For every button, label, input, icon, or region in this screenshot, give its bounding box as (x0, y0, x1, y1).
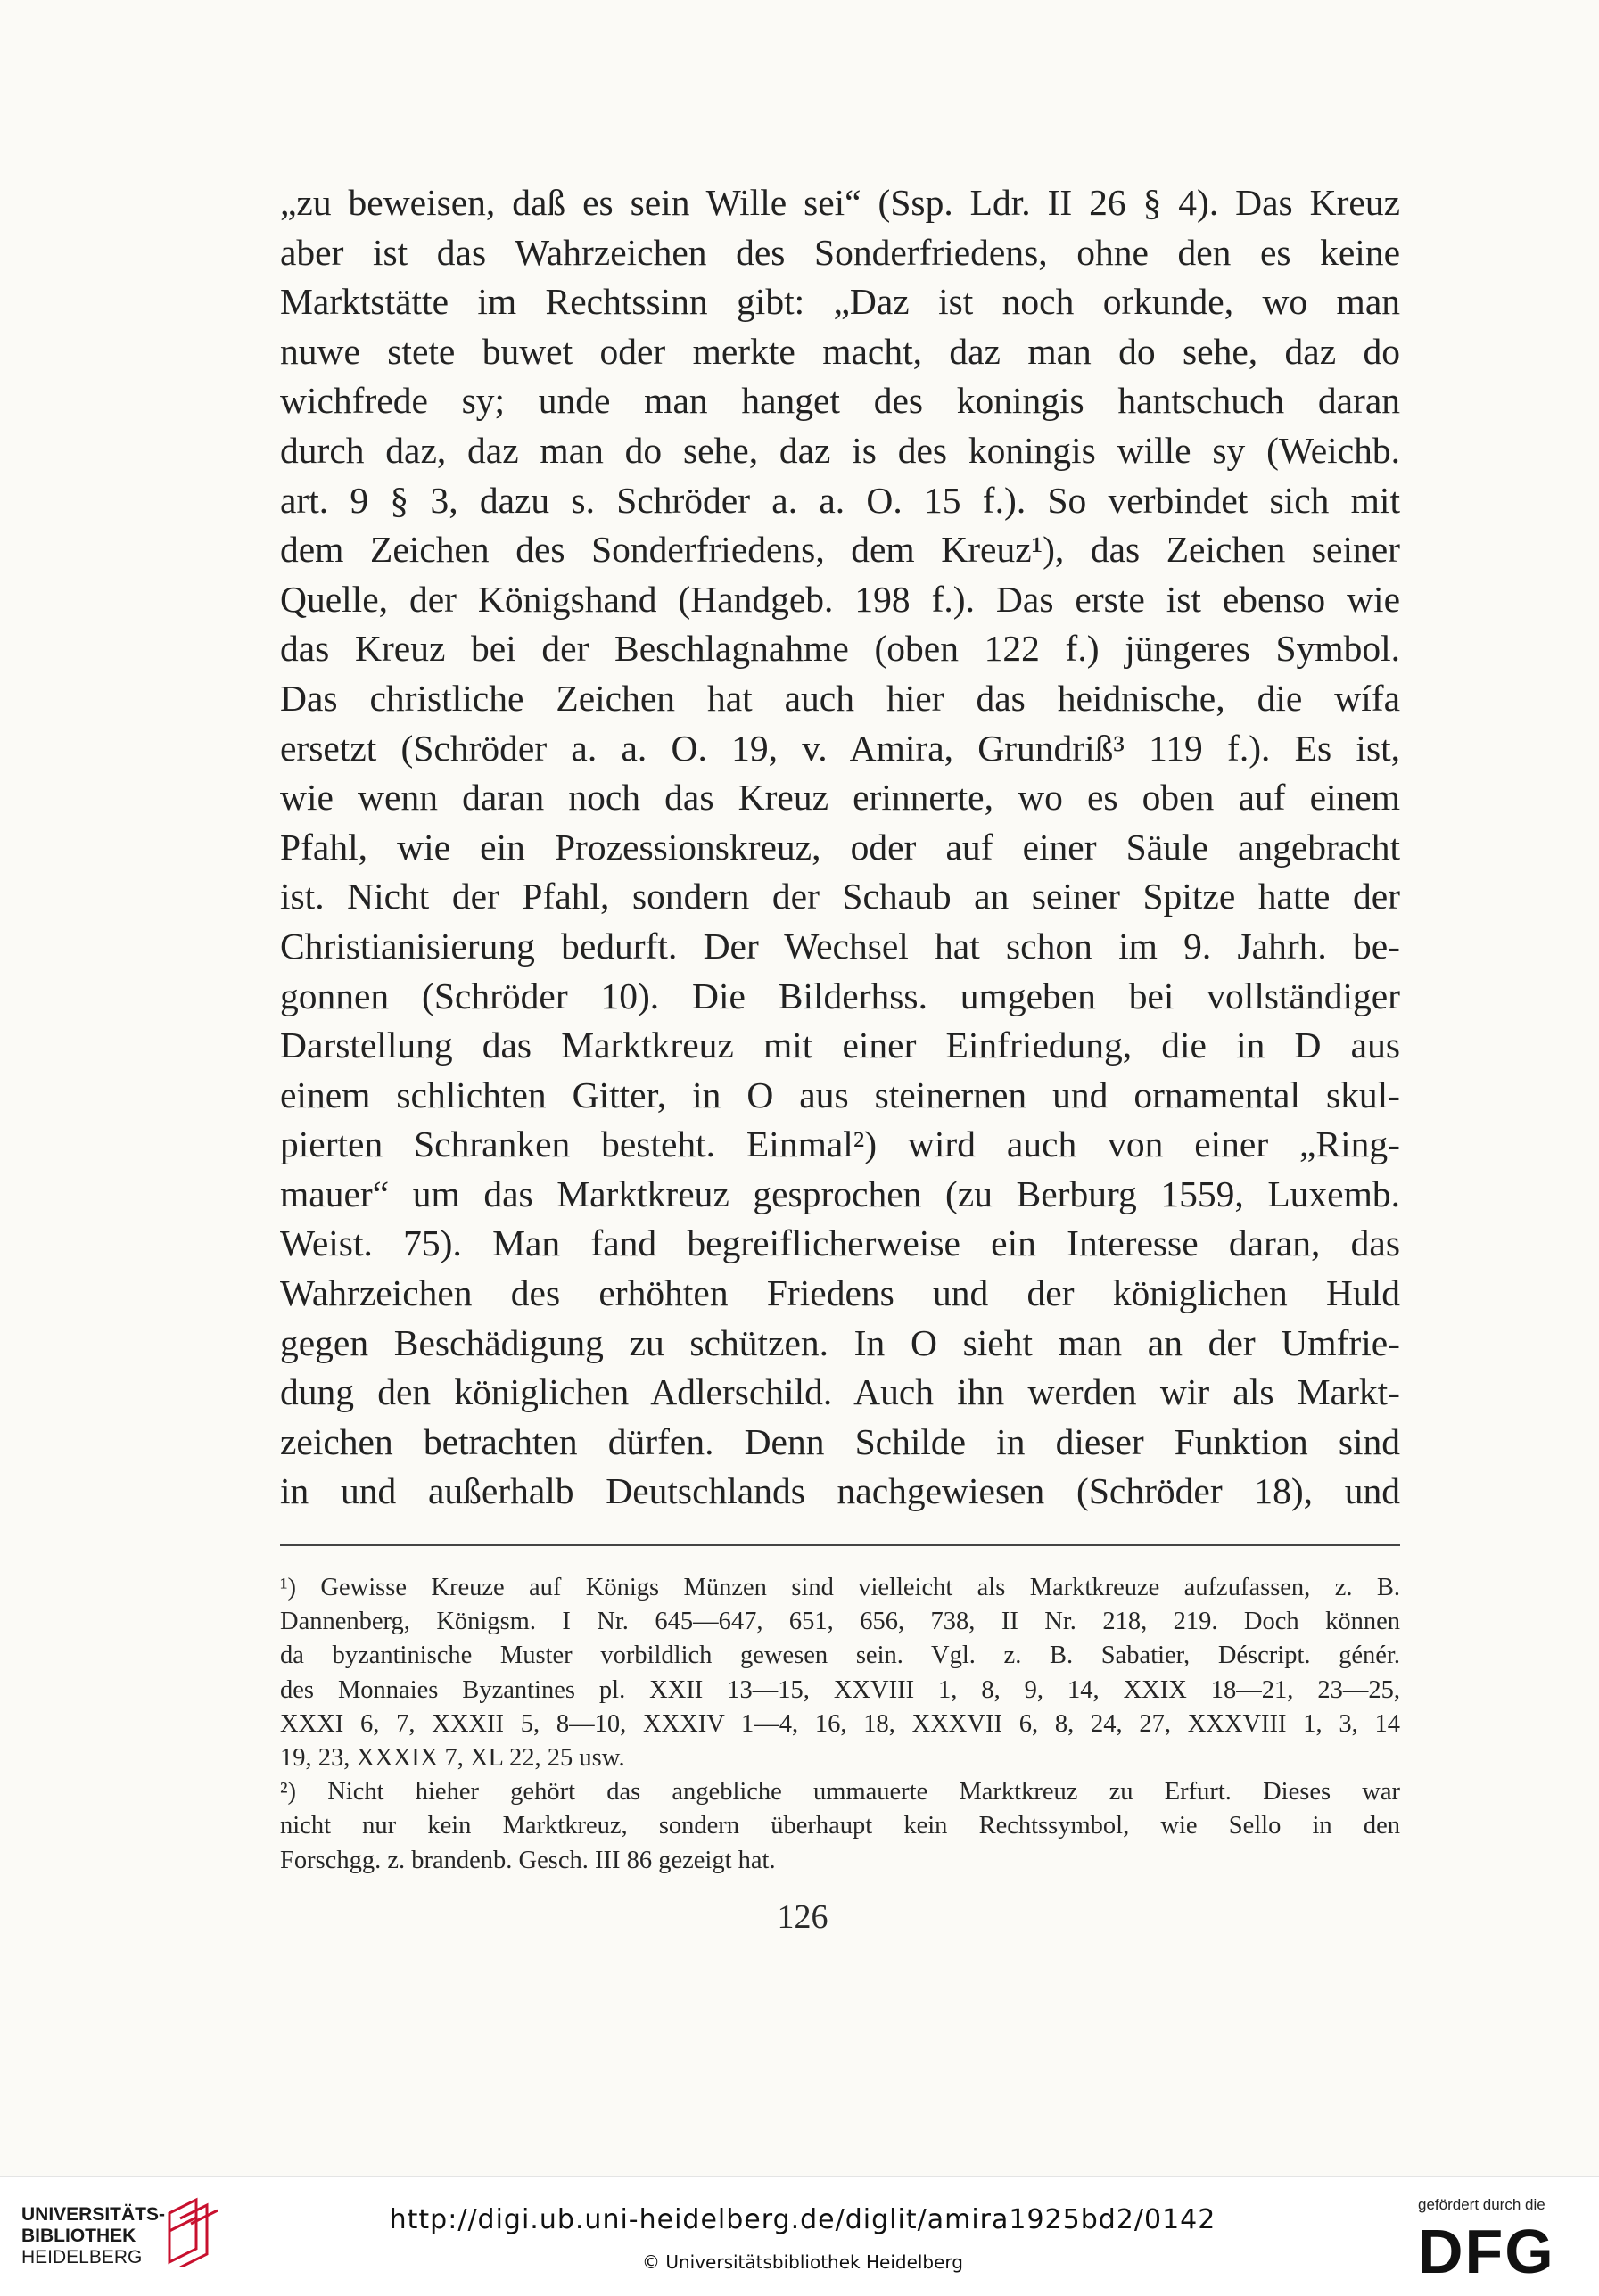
body-line: zeichen betrachten dürfen. Denn Schilde in dieser Funktion sind (280, 1420, 1400, 1462)
dfg-logo[interactable]: DFG (1418, 2217, 1555, 2286)
body-line: Quelle, der Königshand (Handgeb. 198 f.). Das erste ist ebenso wie (280, 578, 1400, 620)
body-line: gegen Beschädigung zu schützen. In O sieht man an der Umfrie- (280, 1321, 1400, 1363)
body-line: gonnen (Schröder 10). Die Bilderhss. umgeben bei vollständiger (280, 975, 1400, 1016)
footnote-line: des Monnaies Byzantines pl. XXII 13—15, XXVIII 1, 8, 9, 14, XXIX 18—21, 23—25, (280, 1675, 1400, 1704)
body-line: wichfrede sy; unde man hanget des koningis hantschuch daran (280, 380, 1400, 422)
body-line: ersetzt (Schröder a. a. O. 19, v. Amira, Grundriß³ 119 f.). Es ist, (280, 727, 1400, 769)
body-line: Wahrzeichen des erhöhten Friedens und der königlichen Huld (280, 1272, 1400, 1314)
body-line: Weist. 75). Man fand begreiflicherweise ein Interesse daran, das (280, 1222, 1400, 1264)
library-name-line-1: UNIVERSITÄTS- (21, 2204, 166, 2225)
body-line: Pfahl, wie ein Prozessionskreuz, oder auf einer Säule angebracht (280, 826, 1400, 868)
body-line: mauer“ um das Marktkreuz gesprochen (zu Berburg 1559, Luxemb. (280, 1173, 1400, 1214)
footnote-line: Dannenberg, Königsm. I Nr. 645—647, 651, 656, 738, II Nr. 218, 219. Doch können (280, 1608, 1400, 1636)
body-line: wie wenn daran noch das Kreuz erinnerte, wo es oben auf einem (280, 777, 1400, 819)
body-line: dem Zeichen des Sonderfriedens, dem Kreuz¹), das Zeichen seiner (280, 529, 1400, 571)
body-line: „zu beweisen, daß es sein Wille sei“ (Ssp. Ldr. II 26 § 4). Das Kreuz (280, 182, 1400, 223)
copyright-notice: © Universitätsbibliothek Heidelberg (641, 2251, 963, 2273)
body-line: Christianisierung bedurft. Der Wechsel hat schon im 9. Jahrh. be- (280, 925, 1400, 967)
body-line: pierten Schranken besteht. Einmal²) wird auch von einer „Ring- (280, 1123, 1400, 1165)
footnotes (280, 1571, 1400, 1878)
page-number: 126 (777, 1898, 828, 1936)
footnote-line: nicht nur kein Marktkreuz, sondern überhaupt kein Rechtssymbol, wie Sello in den (280, 1812, 1400, 1840)
footnote-line: XXXI 6, 7, XXXII 5, 8—10, XXXIV 1—4, 16, 18, XXXVII 6, 8, 24, 27, XXXVIII 1, 3, 14 (280, 1709, 1400, 1738)
body-line: Marktstätte im Rechtssinn gibt: „Daz ist noch orkunde, wo man (280, 281, 1400, 323)
body-line: Darstellung das Marktkreuz mit einer Einfriedung, die in D aus (280, 1025, 1400, 1066)
footnote-line: 19, 23, XXXIX 7, XL 22, 25 usw. (280, 1743, 625, 1772)
footnote-line: da byzantinische Muster vorbildlich gewesen sein. Vgl. z. B. Sabatier, Déscript. génér. (280, 1642, 1400, 1670)
body-line: das Kreuz bei der Beschlagnahme (oben 122 f.) jüngeres Symbol. (280, 628, 1400, 670)
footnote-line: ¹) Gewisse Kreuze auf Königs Münzen sind vielleicht als Marktkreuze aufzufassen, z. B. (280, 1574, 1400, 1601)
library-name-line-3: HEIDELBERG (21, 2247, 143, 2267)
footnote-divider (280, 1544, 1400, 1546)
body-line: durch daz, daz man do sehe, daz is des koningis wille sy (Weichb. (280, 429, 1400, 471)
footnote-line: Forschgg. z. brandenb. Gesch. III 86 gezeigt hat. (280, 1846, 776, 1874)
body-line: einem schlichten Gitter, in O aus steinernen und ornamental skul- (280, 1074, 1400, 1115)
body-line: art. 9 § 3, dazu s. Schröder a. a. O. 15 f.). So verbindet sich mit (280, 479, 1400, 521)
footer-bar (0, 2176, 1599, 2296)
body-line: in und außerhalb Deutschlands nachgewiesen (Schröder 18), und (280, 1470, 1400, 1512)
permalink-url[interactable]: http://digi.ub.uni-heidelberg.de/diglit/amira1925bd2/0142 (389, 2204, 1216, 2235)
library-name-line-2: BIBLIOTHEK (21, 2226, 136, 2246)
body-line: nuwe stete buwet oder merkte macht, daz man do sehe, daz do (280, 330, 1400, 372)
footnote-line: ²) Nicht hieher gehört das angebliche ummauerte Marktkreuz zu Erfurt. Dieses war (280, 1778, 1400, 1806)
body-line: aber ist das Wahrzeichen des Sonderfriedens, ohne den es keine (280, 231, 1400, 273)
body-line: dung den königlichen Adlerschild. Auch ihn werden wir als Markt- (280, 1371, 1400, 1413)
body-line: ist. Nicht der Pfahl, sondern der Schaub an seiner Spitze hatte der (280, 876, 1400, 918)
body-text (280, 178, 1400, 1517)
body-line: Das christliche Zeichen hat auch hier das heidnische, die wífa (280, 677, 1400, 719)
ub-heidelberg-logo-icon[interactable] (161, 2195, 223, 2267)
funding-label: gefördert durch die (1418, 2196, 1545, 2213)
library-name[interactable] (21, 2204, 165, 2268)
